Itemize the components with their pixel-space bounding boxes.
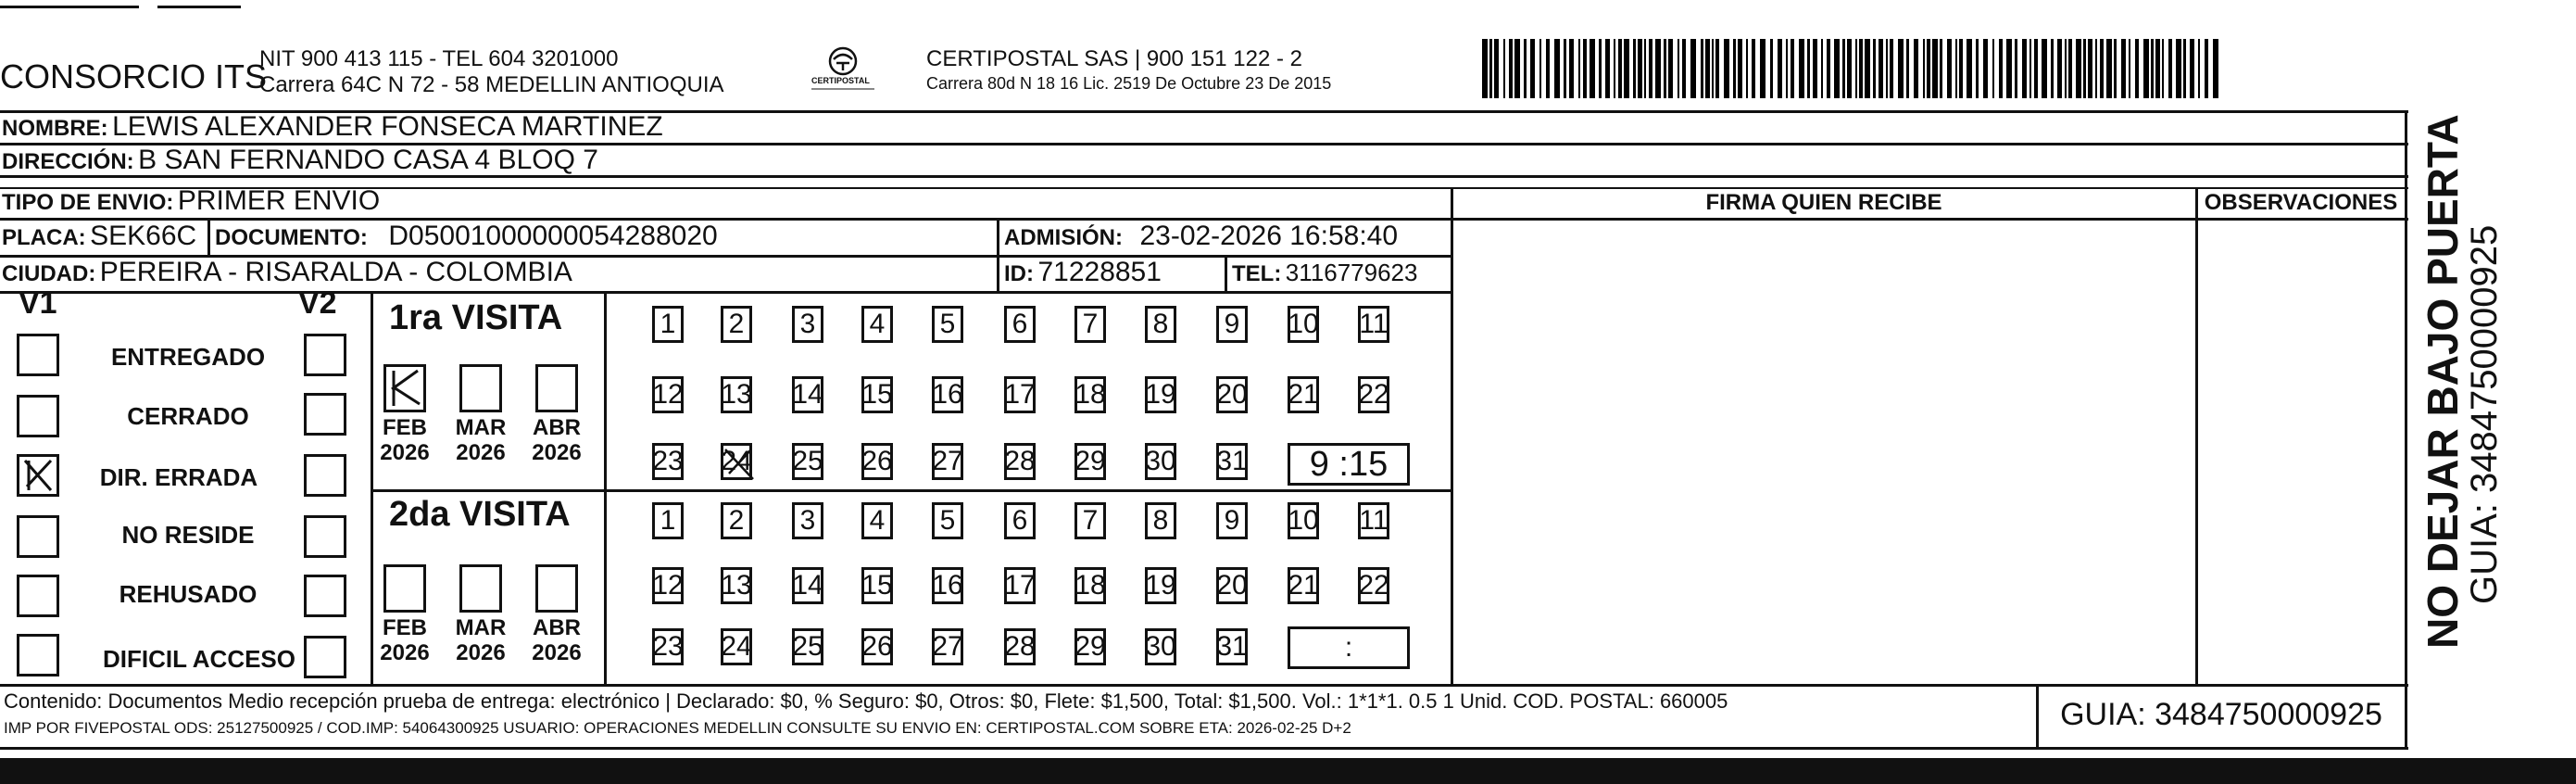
second-visit-day-13[interactable]: 13 <box>721 567 752 604</box>
rule <box>0 291 1452 294</box>
barcode-bar <box>2022 39 2027 98</box>
first-visit-day-29[interactable]: 29 <box>1074 443 1106 480</box>
rule <box>0 758 2576 784</box>
barcode-bar <box>2114 39 2117 98</box>
second-visit-month-mar-label <box>451 615 510 665</box>
v1-checkbox-dir-errada[interactable] <box>17 454 59 497</box>
first-visit-day-17[interactable]: 17 <box>1004 376 1036 413</box>
barcode-bar <box>1738 39 1742 98</box>
barcode-bar <box>1827 39 1830 98</box>
company-name: CONSORCIO ITS <box>0 57 268 95</box>
barcode-bar <box>2065 39 2067 98</box>
barcode-bar <box>1494 39 1499 98</box>
first-visit-day-23[interactable]: 23 <box>652 443 684 480</box>
first-visit-day-25[interactable]: 25 <box>792 443 823 480</box>
barcode-bar <box>2051 39 2054 98</box>
barcode-bar <box>1999 39 2003 98</box>
barcode-bar <box>2183 39 2186 98</box>
second-visit-day-10[interactable]: 10 <box>1288 502 1319 539</box>
mark-icon <box>386 367 423 410</box>
second-visit-month-feb-label <box>375 615 434 665</box>
placa-label: PLACA: <box>2 225 86 250</box>
barcode-bar <box>1618 39 1622 98</box>
side-text <box>2418 114 2575 649</box>
second-visit-day-8[interactable]: 8 <box>1145 502 1176 539</box>
barcode-bar <box>1503 39 1505 98</box>
year: 2026 <box>532 640 582 665</box>
second-visit-day-20[interactable]: 20 <box>1216 567 1248 604</box>
rule <box>604 291 607 684</box>
second-visit-day-19[interactable]: 19 <box>1145 567 1176 604</box>
barcode-bar <box>1715 39 1719 98</box>
ciudad-value: PEREIRA - RISARALDA - COLOMBIA <box>99 257 572 287</box>
barcode-bar <box>1983 39 1988 98</box>
first-visit-day-15[interactable]: 15 <box>861 376 893 413</box>
first-visit-day-16[interactable]: 16 <box>932 376 963 413</box>
barcode-bar <box>1599 39 1602 98</box>
first-visit-day-9[interactable]: 9 <box>1216 306 1248 343</box>
barcode-bar <box>2083 39 2086 98</box>
v1-label: V1 <box>19 285 57 321</box>
barcode-bar <box>1678 39 1679 98</box>
month-name: ABR <box>533 615 581 640</box>
year: 2026 <box>380 440 430 465</box>
second-visit-day-30[interactable]: 30 <box>1145 628 1176 665</box>
barcode-bar <box>1855 39 1857 98</box>
certipostal-address: Carrera 80d N 18 16 Lic. 2519 De Octubre 23 De 2015 <box>926 74 1332 93</box>
second-visit-day-22[interactable]: 22 <box>1358 567 1389 604</box>
barcode-bar <box>1530 39 1535 98</box>
tipo-value: PRIMER ENVIO <box>177 185 381 216</box>
barcode-bar <box>2106 39 2112 98</box>
nombre-label: NOMBRE: <box>2 116 108 141</box>
footer-imp: IMP POR FIVEPOSTAL ODS: 25127500925 / COD.IMP: 54064300925 USUARIO: OPERACIONES MEDELLIN CONSULTE SU ENVIO EN: CERTIPOSTAL.COM SOBRE ETA: 2026-02-25 D+2 <box>4 719 1351 737</box>
barcode-bar <box>2029 39 2031 98</box>
barcode-bar <box>1959 39 1963 98</box>
first-visit-title: 1ra VISITA <box>389 298 563 337</box>
rule <box>371 489 1452 492</box>
barcode-bar <box>2151 39 2154 98</box>
barcode-bar <box>1605 39 1610 98</box>
barcode-bar <box>2176 39 2181 98</box>
barcode-bar <box>1947 39 1952 98</box>
first-visit-hour-value: 9 :15 <box>1309 445 1389 484</box>
second-visit-day-25[interactable]: 25 <box>792 628 823 665</box>
barcode-bar <box>1746 39 1748 98</box>
barcode-bar <box>1649 39 1652 98</box>
second-visit-hour-value: : <box>1344 632 1353 663</box>
first-visit-month-abr[interactable] <box>535 364 578 412</box>
barcode-bar <box>1879 39 1883 98</box>
first-visit-month-feb[interactable] <box>383 364 426 412</box>
rule <box>371 291 373 684</box>
barcode-bar <box>1682 39 1686 98</box>
barcode-bar <box>1583 39 1587 98</box>
first-visit-day-30[interactable]: 30 <box>1145 443 1176 480</box>
barcode-bar <box>2034 39 2038 98</box>
id-label: ID: <box>1004 261 1034 286</box>
check-mark-icon <box>19 457 57 494</box>
barcode-bar <box>1712 39 1714 98</box>
barcode-bar <box>2068 39 2072 98</box>
first-visit-day-26[interactable]: 26 <box>861 443 893 480</box>
barcode-bar <box>1655 39 1661 98</box>
barcode-bar <box>2057 39 2062 98</box>
barcode-bar <box>1482 39 1488 98</box>
ciudad-cell <box>2 257 572 288</box>
second-visit-day-11[interactable]: 11 <box>1358 502 1389 539</box>
month-name: ABR <box>533 415 581 440</box>
year: 2026 <box>532 440 582 465</box>
barcode-bar <box>2162 39 2164 98</box>
barcode-bar <box>2143 39 2149 98</box>
barcode-bar <box>1906 39 1909 98</box>
second-visit-day-1[interactable]: 1 <box>652 502 684 539</box>
first-visit-day-6[interactable]: 6 <box>1004 306 1036 343</box>
second-visit-day-12[interactable]: 12 <box>652 567 684 604</box>
barcode-bar <box>1923 39 1925 98</box>
first-visit-month-mar[interactable] <box>459 364 502 412</box>
nombre-value: LEWIS ALEXANDER FONSECA MARTINEZ <box>112 111 663 142</box>
first-visit-day-19[interactable]: 19 <box>1145 376 1176 413</box>
second-visit-day-28[interactable]: 28 <box>1004 628 1036 665</box>
barcode-bar <box>1564 39 1566 98</box>
barcode-bar <box>1799 39 1804 98</box>
month-name: FEB <box>383 415 427 440</box>
first-visit-day-10[interactable]: 10 <box>1288 306 1319 343</box>
v1-checkbox-rehusado[interactable] <box>17 575 59 617</box>
first-visit-day-21[interactable]: 21 <box>1288 376 1319 413</box>
barcode-bar <box>2006 39 2012 98</box>
barcode-bar <box>2135 39 2139 98</box>
barcode-bar <box>1546 39 1550 98</box>
barcode-bar <box>1873 39 1876 98</box>
barcode-bar <box>2213 39 2218 98</box>
direccion-value: B SAN FERNANDO CASA 4 BLOQ 7 <box>138 145 598 175</box>
documento-label: DOCUMENTO: <box>215 225 368 250</box>
side-guia: GUIA: 3484750000925 <box>2464 224 2505 604</box>
first-visit-day-22[interactable]: 22 <box>1358 376 1389 413</box>
second-visit-day-31[interactable]: 31 <box>1216 628 1248 665</box>
barcode-bar <box>1614 39 1615 98</box>
v2-checkbox-cerrado[interactable] <box>304 393 346 436</box>
barcode-bar <box>1834 39 1840 98</box>
nombre-row <box>2 111 663 143</box>
barcode-bar <box>1859 39 1863 98</box>
barcode-bar <box>1914 39 1918 98</box>
barcode-bar <box>1778 39 1782 98</box>
second-visit-month-abr[interactable] <box>535 564 578 613</box>
rule <box>2405 110 2407 747</box>
status-rehusado: REHUSADO <box>119 580 258 608</box>
barcode-bar <box>1992 39 1994 98</box>
year: 2026 <box>456 640 506 665</box>
rule <box>207 219 210 255</box>
placa-cell <box>2 221 196 252</box>
second-visit-month-mar[interactable] <box>459 564 502 613</box>
rule <box>1225 255 1227 291</box>
second-visit-day-26[interactable]: 26 <box>861 628 893 665</box>
barcode-bar <box>2088 39 2092 98</box>
first-visit-hour-box[interactable] <box>1288 443 1410 486</box>
barcode-bar <box>1509 39 1513 98</box>
barcode-bar <box>1724 39 1729 98</box>
barcode-bar <box>1976 39 1979 98</box>
second-visit-month-abr-label <box>527 615 586 665</box>
v1-checkbox-no-reside[interactable] <box>17 515 59 558</box>
id-value: 71228851 <box>1037 257 1162 287</box>
barcode-bar <box>1842 39 1845 98</box>
barcode-bar <box>1733 39 1736 98</box>
placa-value: SEK66C <box>90 221 197 251</box>
second-visit-day-2[interactable]: 2 <box>721 502 752 539</box>
barcode-bar <box>2095 39 2097 98</box>
first-visit-day-24[interactable]: 24 <box>721 443 752 480</box>
first-visit-day-5[interactable]: 5 <box>932 306 963 343</box>
v1-checkbox-cerrado[interactable] <box>17 395 59 437</box>
barcode-bar <box>2198 39 2200 98</box>
second-visit-day-27[interactable]: 27 <box>932 628 963 665</box>
second-visit-day-14[interactable]: 14 <box>792 567 823 604</box>
status-dificil-acceso: DIFICIL ACCESO <box>102 645 295 673</box>
second-visit-day-4[interactable]: 4 <box>861 502 893 539</box>
barcode-bar <box>1886 39 1888 98</box>
second-visit-day-3[interactable]: 3 <box>792 502 823 539</box>
barcode-bar <box>1705 39 1710 98</box>
direccion-row <box>2 145 598 176</box>
second-visit-day-18[interactable]: 18 <box>1074 567 1106 604</box>
barcode-bar <box>1644 39 1646 98</box>
barcode <box>0 0 2576 111</box>
tipo-label: TIPO DE ENVIO: <box>2 190 174 215</box>
barcode-bar <box>2042 39 2047 98</box>
company-nit: NIT 900 413 115 - TEL 604 3201000 <box>259 46 619 71</box>
first-visit-day-14[interactable]: 14 <box>792 376 823 413</box>
first-visit-day-3[interactable]: 3 <box>792 306 823 343</box>
barcode-bar <box>1539 39 1541 98</box>
ciudad-label: CIUDAD: <box>2 261 96 286</box>
barcode-bar <box>1927 39 1930 98</box>
barcode-bar <box>1890 39 1893 98</box>
first-visit-day-4[interactable]: 4 <box>861 306 893 343</box>
first-visit-day-8[interactable]: 8 <box>1145 306 1176 343</box>
v1-checkbox-dificil-acceso[interactable] <box>17 634 59 677</box>
barcode-bar <box>1955 39 1957 98</box>
second-visit-day-21[interactable]: 21 <box>1288 567 1319 604</box>
v2-checkbox-rehusado[interactable] <box>304 575 346 617</box>
second-visit-day-7[interactable]: 7 <box>1074 502 1106 539</box>
barcode-bar <box>2129 39 2130 98</box>
second-visit-day-29[interactable]: 29 <box>1074 628 1106 665</box>
first-visit-day-12[interactable]: 12 <box>652 376 684 413</box>
barcode-bar <box>1940 39 1942 98</box>
first-visit-month-feb-label <box>375 415 434 465</box>
barcode-bar <box>1791 39 1794 98</box>
barcode-bar <box>2100 39 2104 98</box>
barcode-bar <box>2168 39 2172 98</box>
barcode-bar <box>1633 39 1636 98</box>
barcode-bar <box>1668 39 1673 98</box>
month-name: MAR <box>455 415 507 440</box>
second-visit-day-6[interactable]: 6 <box>1004 502 1036 539</box>
v2-checkbox-no-reside[interactable] <box>304 515 346 558</box>
second-visit-day-5[interactable]: 5 <box>932 502 963 539</box>
status-no-reside: NO RESIDE <box>121 521 255 549</box>
second-visit-day-9[interactable]: 9 <box>1216 502 1248 539</box>
barcode-bar <box>1865 39 1870 98</box>
v2-checkbox-dificil-acceso[interactable] <box>304 636 346 678</box>
barcode-bar <box>1624 39 1629 98</box>
second-visit-day-23[interactable]: 23 <box>652 628 684 665</box>
strike-mark-icon <box>723 446 755 483</box>
rule <box>1451 187 1453 684</box>
barcode-bar <box>1638 39 1642 98</box>
observaciones-header: OBSERVACIONES <box>2204 190 2398 215</box>
first-visit-day-28[interactable]: 28 <box>1004 443 1036 480</box>
barcode-bar <box>2076 39 2081 98</box>
v2-label: V2 <box>298 285 337 321</box>
barcode-bar <box>1770 39 1773 98</box>
status-entregado: ENTREGADO <box>110 343 266 371</box>
first-visit-day-2[interactable]: 2 <box>721 306 752 343</box>
firma-header: FIRMA QUIEN RECIBE <box>1705 190 1942 215</box>
barcode-bar <box>1821 39 1823 98</box>
barcode-bar <box>1690 39 1696 98</box>
first-visit-day-31[interactable]: 31 <box>1216 443 1248 480</box>
year: 2026 <box>380 640 430 665</box>
barcode-bar <box>2205 39 2208 98</box>
barcode-bar <box>1489 39 1492 98</box>
barcode-bar <box>1590 39 1595 98</box>
barcode-bar <box>1967 39 1972 98</box>
documento-cell <box>215 221 718 252</box>
first-visit-day-20[interactable]: 20 <box>1216 376 1248 413</box>
barcode-bar <box>1813 39 1817 98</box>
barcode-bar <box>1664 39 1666 98</box>
side-warning: NO DEJAR BAJO PUERTA <box>2419 114 2467 649</box>
month-name: FEB <box>383 615 427 640</box>
barcode-bar <box>1847 39 1852 98</box>
tipo-row <box>2 185 380 217</box>
barcode-bar <box>1807 39 1810 98</box>
first-visit-month-abr-label <box>527 415 586 465</box>
barcode-bar <box>1898 39 1904 98</box>
rule <box>2195 187 2198 684</box>
barcode-bar <box>1701 39 1703 98</box>
rule <box>0 684 2408 687</box>
status-cerrado: CERRADO <box>127 402 249 430</box>
first-visit-day-11[interactable]: 11 <box>1358 306 1389 343</box>
logo-text: CERTIPOSTAL <box>811 76 870 85</box>
tel-value: 3116779623 <box>1285 259 1418 286</box>
year: 2026 <box>456 440 506 465</box>
tel-cell <box>1232 259 1417 287</box>
id-cell <box>1004 257 1162 288</box>
first-visit-day-27[interactable]: 27 <box>932 443 963 480</box>
v2-checkbox-dir-errada[interactable] <box>304 454 346 497</box>
second-visit-month-feb[interactable] <box>383 564 426 613</box>
barcode-bar <box>2015 39 2017 98</box>
v2-checkbox-entregado[interactable] <box>304 334 346 376</box>
documento-value: D05001000000054288020 <box>388 221 718 251</box>
first-visit-day-13[interactable]: 13 <box>721 376 752 413</box>
footer-contenido: Contenido: Documentos Medio recepción prueba de entrega: electrónico | Declarado: $0, % Seguro: $0, Otros: $0, Flete: $1,500, Total: $1,500. Vol.: 1*1*1. 0.5 1 Unid. COD. POSTAL: 660005 <box>4 689 1728 713</box>
barcode-bar <box>1578 39 1580 98</box>
admision-label: ADMISIÓN: <box>1004 225 1123 250</box>
second-visit-hour-box[interactable] <box>1288 626 1410 669</box>
barcode-bar <box>1786 39 1788 98</box>
second-visit-day-24[interactable]: 24 <box>721 628 752 665</box>
tel-label: TEL: <box>1232 261 1282 286</box>
second-visit-day-17[interactable]: 17 <box>1004 567 1036 604</box>
second-visit-day-16[interactable]: 16 <box>932 567 963 604</box>
barcode-bar <box>2155 39 2160 98</box>
month-name: MAR <box>455 615 507 640</box>
v1-checkbox-entregado[interactable] <box>17 334 59 376</box>
barcode-bar <box>1569 39 1574 98</box>
rule <box>0 747 2408 750</box>
certipostal-line: CERTIPOSTAL SAS | 900 151 122 - 2 <box>926 46 1302 71</box>
barcode-bar <box>2190 39 2194 98</box>
barcode-bar <box>1932 39 1938 98</box>
first-visit-day-7[interactable]: 7 <box>1074 306 1106 343</box>
company-address: Carrera 64C N 72 - 58 MEDELLIN ANTIOQUIA <box>259 72 724 97</box>
first-visit-day-18[interactable]: 18 <box>1074 376 1106 413</box>
barcode-bar <box>1760 39 1766 98</box>
barcode-bar <box>1554 39 1560 98</box>
barcode-bar <box>1514 39 1520 98</box>
first-visit-day-1[interactable]: 1 <box>652 306 684 343</box>
status-dir-errada: DIR. ERRADA <box>99 463 258 491</box>
rule <box>997 219 999 291</box>
footer-guia: GUIA: 3484750000925 <box>2060 697 2382 732</box>
direccion-label: DIRECCIÓN: <box>2 149 134 174</box>
barcode-bar <box>1524 39 1527 98</box>
second-visit-title: 2da VISITA <box>389 495 571 534</box>
admision-value: 23-02-2026 16:58:40 <box>1139 221 1399 251</box>
barcode-bar <box>1752 39 1755 98</box>
barcode-bar <box>2121 39 2126 98</box>
second-visit-day-15[interactable]: 15 <box>861 567 893 604</box>
first-visit-month-mar-label <box>451 415 510 465</box>
admision-cell <box>1004 221 1398 252</box>
